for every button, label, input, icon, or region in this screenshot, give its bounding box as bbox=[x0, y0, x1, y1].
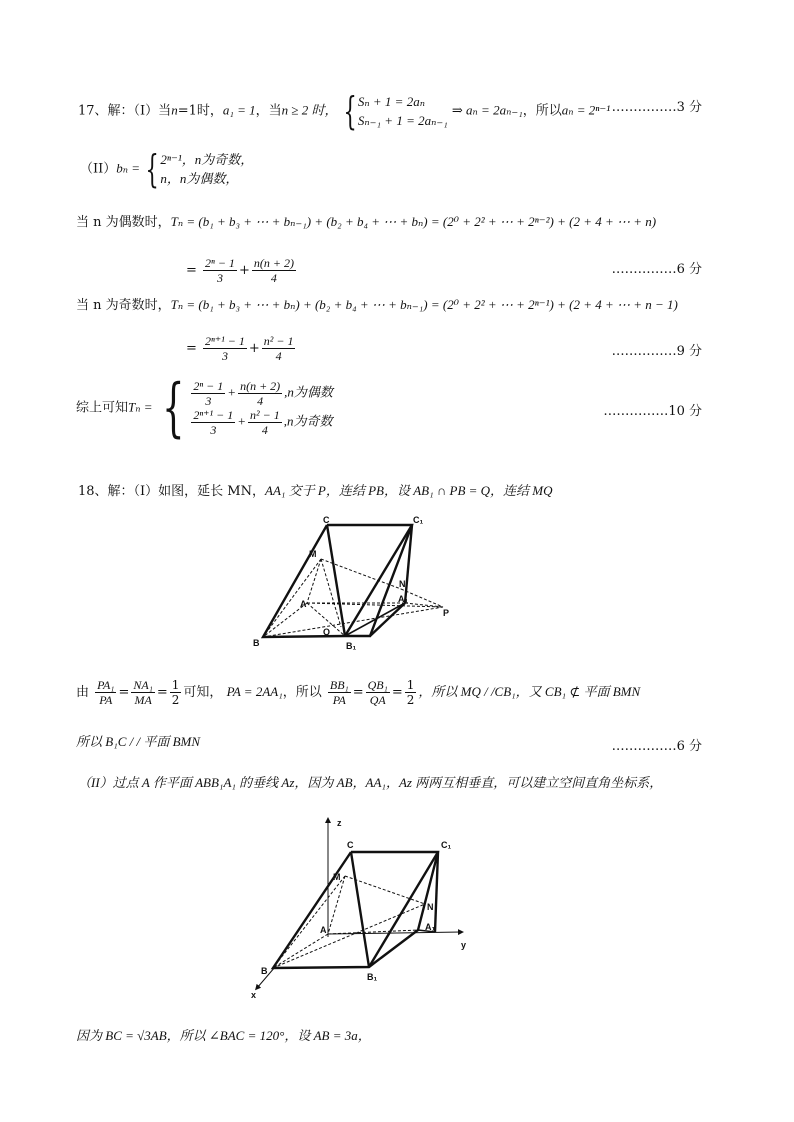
fig-label: C₁ bbox=[441, 840, 452, 850]
fraction bbox=[262, 334, 296, 363]
p17-line1 bbox=[78, 89, 611, 133]
numerator: PA₁ bbox=[97, 678, 115, 692]
equals: = bbox=[391, 685, 403, 700]
case-even: ,n为偶数 bbox=[284, 384, 333, 400]
denominator: QA bbox=[369, 693, 386, 707]
p17-even-result bbox=[186, 256, 298, 285]
p18-ii-line bbox=[78, 775, 662, 792]
axis-label: y bbox=[461, 940, 467, 950]
text: 当 n 为偶数时， bbox=[76, 215, 171, 230]
system-eq-2: Sₙ₋₁ + 1 = 2aₙ₋₁ bbox=[357, 113, 448, 128]
p18-ratio-line bbox=[76, 678, 640, 707]
fig-label: A bbox=[320, 925, 327, 935]
tn-label: Tₙ = bbox=[128, 399, 153, 415]
bn-label: bₙ = bbox=[116, 160, 141, 176]
text: ，所以 MQ / /CB₁，又 CB₁ ⊄ 平面 BMN bbox=[418, 684, 641, 699]
denominator: 4 bbox=[257, 394, 264, 408]
text: = bbox=[186, 341, 197, 356]
var-n: n bbox=[171, 102, 178, 118]
odd-sum-eq: Tₙ = (b₁ + b₃ + ⋯ + bₙ) + (b₂ + b₄ + ⋯ + bₙ₋₁) = (2⁰ + 2² + ⋯ + 2ⁿ⁻¹) + (2 + 4 + ⋯ + n − 1) bbox=[170, 297, 678, 312]
numerator: n(n + 2) bbox=[240, 379, 281, 393]
denominator: 4 bbox=[270, 271, 277, 285]
text: 所以 B₁C / / 平面 BMN bbox=[76, 734, 201, 749]
score: ……………6 分 bbox=[611, 739, 702, 754]
plus: + bbox=[238, 263, 250, 278]
text: n ≥ 2 时， bbox=[281, 102, 338, 118]
denominator: 3 bbox=[221, 349, 228, 363]
fig-label: A₁ bbox=[398, 594, 409, 604]
denominator: 2 bbox=[171, 693, 180, 707]
axis-label: x bbox=[251, 990, 257, 1000]
text: =1时， bbox=[177, 103, 223, 119]
numerator: n² − 1 bbox=[250, 408, 280, 422]
fig-label: C bbox=[347, 840, 354, 850]
numerator: QB₁ bbox=[367, 678, 388, 692]
denominator: 3 bbox=[205, 394, 212, 408]
fraction bbox=[252, 256, 296, 285]
figure-2-coordinate-prism bbox=[245, 812, 485, 1002]
fraction bbox=[248, 408, 282, 437]
denominator: MA bbox=[134, 693, 152, 707]
text: 可知， bbox=[183, 685, 223, 700]
p18-last-line bbox=[76, 1028, 371, 1045]
part-label: （II） bbox=[80, 161, 117, 177]
denominator: PA bbox=[332, 693, 346, 707]
tn-cases bbox=[189, 379, 333, 437]
denominator: 3 bbox=[210, 423, 217, 437]
fraction bbox=[191, 408, 235, 437]
case-odd: ,n为奇数 bbox=[283, 413, 333, 429]
p17-odd-line bbox=[76, 297, 678, 314]
numerator: 2ⁿ⁺¹ − 1 bbox=[193, 408, 234, 422]
p17-ii-line bbox=[80, 147, 254, 191]
axis-label: z bbox=[337, 818, 342, 828]
fig-label: B₁ bbox=[367, 972, 378, 982]
figure-1-prism bbox=[245, 515, 465, 655]
p18-line1 bbox=[78, 483, 553, 500]
numerator: n(n + 2) bbox=[253, 256, 294, 270]
numerator: 2ⁿ⁺¹ − 1 bbox=[205, 334, 245, 348]
fig-label: M bbox=[309, 549, 317, 559]
fig-label: A₁ bbox=[425, 922, 436, 932]
score: ……………10 分 bbox=[603, 404, 702, 419]
fig-label: N bbox=[427, 902, 434, 912]
text: = bbox=[186, 263, 197, 278]
fraction bbox=[170, 678, 182, 707]
text: ，所以 bbox=[282, 685, 322, 700]
text: 综上可知 bbox=[76, 400, 129, 416]
fig-label: M bbox=[333, 872, 341, 882]
text: 当 n 为奇数时， bbox=[76, 298, 171, 313]
an-formula: aₙ = 2ⁿ⁻¹ bbox=[561, 102, 611, 118]
equals: = bbox=[352, 685, 364, 700]
equals: = bbox=[156, 685, 168, 700]
brace: { bbox=[343, 89, 357, 133]
text: ，当 bbox=[255, 103, 282, 119]
numerator: NA₁ bbox=[133, 678, 153, 692]
fraction bbox=[405, 678, 417, 707]
system-eq-1: Sₙ + 1 = 2aₙ bbox=[357, 94, 425, 109]
text: （II）过点 A 作平面 ABB₁A₁ 的垂线 Az，因为 AB，AA₁，Az 两两互相垂直，可以建立空间直角坐标系， bbox=[78, 775, 663, 790]
fig-label: B bbox=[253, 638, 260, 648]
fig-label: P bbox=[443, 608, 450, 618]
numerator: 1 bbox=[406, 678, 415, 692]
denominator: 3 bbox=[216, 271, 223, 285]
text: AA₁ 交于 P，连结 PB，设 AB₁ ∩ PB = Q，连结 MQ bbox=[265, 483, 553, 498]
brace: { bbox=[145, 147, 159, 191]
fig-label: C₁ bbox=[413, 515, 424, 525]
bn-case-odd: 2ⁿ⁻¹，n为奇数， bbox=[160, 152, 254, 167]
plus: + bbox=[248, 341, 260, 356]
bn-cases bbox=[160, 150, 253, 188]
denominator: PA bbox=[99, 693, 113, 707]
system-eq bbox=[358, 92, 448, 130]
score: ……………9 分 bbox=[611, 344, 702, 359]
p17-even-line bbox=[76, 214, 656, 231]
numerator: 2ⁿ − 1 bbox=[193, 379, 224, 393]
fraction bbox=[203, 256, 237, 285]
denominator: 4 bbox=[261, 423, 268, 437]
pa-eq: PA = 2AA₁ bbox=[226, 684, 283, 699]
fig-label: B₁ bbox=[346, 641, 357, 651]
equals: = bbox=[118, 685, 130, 700]
numerator: 2ⁿ − 1 bbox=[205, 256, 235, 270]
fig-label: N bbox=[399, 579, 406, 589]
brace: { bbox=[161, 371, 185, 445]
denominator: 2 bbox=[406, 693, 415, 707]
implication: ⇒ aₙ = 2aₙ₋₁ bbox=[451, 102, 523, 118]
fig-label: C bbox=[323, 515, 330, 525]
fig-label: B bbox=[261, 966, 268, 976]
even-sum-eq: Tₙ = (b₁ + b₃ + ⋯ + bₙ₋₁) + (b₂ + b₄ + ⋯ + bₙ) = (2⁰ + 2² + ⋯ + 2ⁿ⁻²) + (2 + 4 + ⋯ + n) bbox=[170, 214, 657, 229]
p17-summary bbox=[76, 371, 333, 445]
plus: + bbox=[237, 413, 246, 429]
text: 由 bbox=[76, 685, 90, 700]
fraction bbox=[191, 379, 225, 408]
p17-odd-result bbox=[186, 334, 297, 363]
fraction bbox=[366, 678, 390, 707]
fraction bbox=[203, 334, 247, 363]
denominator: 4 bbox=[275, 349, 282, 363]
p18-conclusion bbox=[76, 734, 200, 751]
fraction bbox=[328, 678, 351, 707]
bn-case-even: n，n为偶数， bbox=[160, 171, 239, 186]
numerator: BB₁ bbox=[329, 678, 349, 692]
fig-label: A bbox=[300, 599, 307, 609]
text: ，所以 bbox=[522, 103, 562, 119]
fraction bbox=[131, 678, 155, 707]
fraction bbox=[95, 678, 116, 707]
numerator: n² − 1 bbox=[263, 334, 294, 348]
score: ……………3 分 bbox=[611, 100, 702, 115]
fraction bbox=[238, 379, 282, 408]
fig-label: Q bbox=[323, 627, 331, 637]
a1-value: a₁ = 1 bbox=[222, 102, 256, 118]
p17-label: 17、解：（I）当 bbox=[78, 103, 172, 119]
numerator: 1 bbox=[171, 678, 180, 692]
p18-label: 18、解：（I）如图，延长 MN， bbox=[78, 484, 265, 499]
plus: + bbox=[227, 384, 237, 400]
text: 因为 BC = √3AB，所以 ∠BAC = 120°，设 AB = 3a， bbox=[76, 1028, 371, 1043]
score: ……………6 分 bbox=[611, 262, 702, 277]
